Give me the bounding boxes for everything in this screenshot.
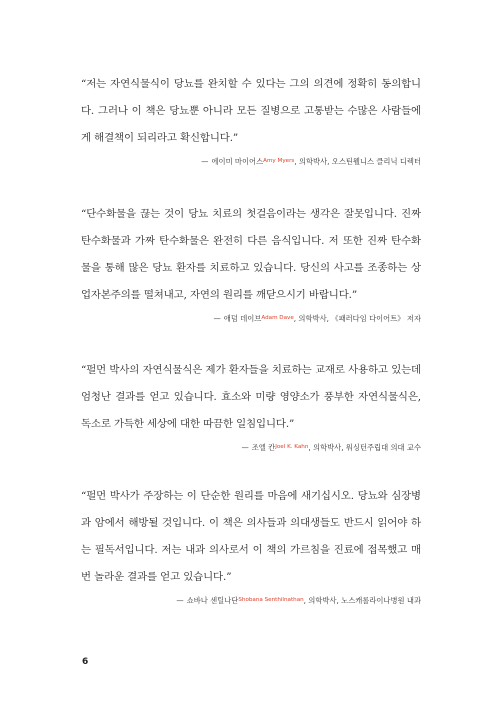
author-name-english: Shobana Senthilnathan	[238, 597, 304, 603]
attribution-dash: —	[201, 157, 209, 166]
author-name: 애덤 데이브	[223, 314, 262, 323]
attribution-dash: —	[176, 596, 184, 605]
testimonial-attribution	[81, 593, 421, 610]
author-name: 쇼바나 센틸나단	[186, 596, 239, 605]
testimonial-attribution	[81, 311, 421, 328]
author-affiliation: , 의학박사, 노스캐롤라이나병원 내과	[303, 596, 421, 605]
testimonial-attribution	[81, 440, 421, 457]
author-affiliation: , 의학박사, 《패러다임 다이어트》 저자	[293, 314, 421, 323]
author-name-english: Adam Dave	[261, 315, 294, 321]
testimonial-4	[81, 483, 421, 610]
author-affiliation: , 의학박사, 워싱턴주립대 의대 교수	[308, 443, 421, 452]
attribution-dash: —	[213, 314, 221, 323]
testimonial-text: “펄먼 박사의 자연식물식은 제가 환자들을 치료하는 교재로 사용하고 있는데 엄청난 결과를 얻고 있습니다. 효소와 미량 영양소가 풍부한 자연식물식은, 독소로 가득한 세상에 대한 따끔한 일침입니다.”	[81, 364, 421, 430]
page-number: 6	[82, 657, 89, 667]
author-name: 조엘 칸	[251, 443, 276, 452]
testimonial-attribution	[81, 154, 421, 171]
testimonial-2	[81, 201, 421, 328]
testimonial-text: “펄먼 박사가 주장하는 이 단순한 원리를 마음에 새기십시오. 당뇨와 심장병과 암에서 해방될 것입니다. 이 책은 의사들과 의대생들도 반드시 읽어야 하는 필독서입니다. 저는 내과 의사로서 이 책의 가르침을 진료에 접목했고 매번 놀라운 결과를 얻고 있습니다.”	[81, 490, 421, 583]
testimonial-text: “저는 자연식물식이 당뇨를 완치할 수 있다는 그의 의견에 정확히 동의합니다. 그러나 이 책은 당뇨뿐 아니라 모든 질병으로 고통받는 수많은 사람들에게 해결책이 되리라고 확신합니다.”	[81, 78, 421, 144]
testimonial-text: “단수화물을 끊는 것이 당뇨 치료의 첫걸음이라는 생각은 잘못입니다. 진짜 탄수화물과 가짜 탄수화물은 완전히 다른 음식입니다. 저 또한 진짜 탄수화물을 통해 많은 당뇨 환자를 치료하고 있습니다. 당신의 사고를 조종하는 상업자본주의를 떨쳐내고, 자연의 원리를 깨닫으시기 바랍니다.”	[81, 208, 421, 301]
author-name: 에이미 마이어스	[211, 157, 264, 166]
author-name-english: Joel K. Kahn	[275, 444, 309, 450]
author-affiliation: , 의학박사, 오스틴웰니스 클리닉 디렉터	[294, 157, 421, 166]
attribution-dash: —	[241, 443, 249, 452]
testimonial-3	[81, 357, 421, 457]
author-name-english: Amy Myers	[263, 158, 295, 164]
testimonial-1	[81, 71, 421, 171]
